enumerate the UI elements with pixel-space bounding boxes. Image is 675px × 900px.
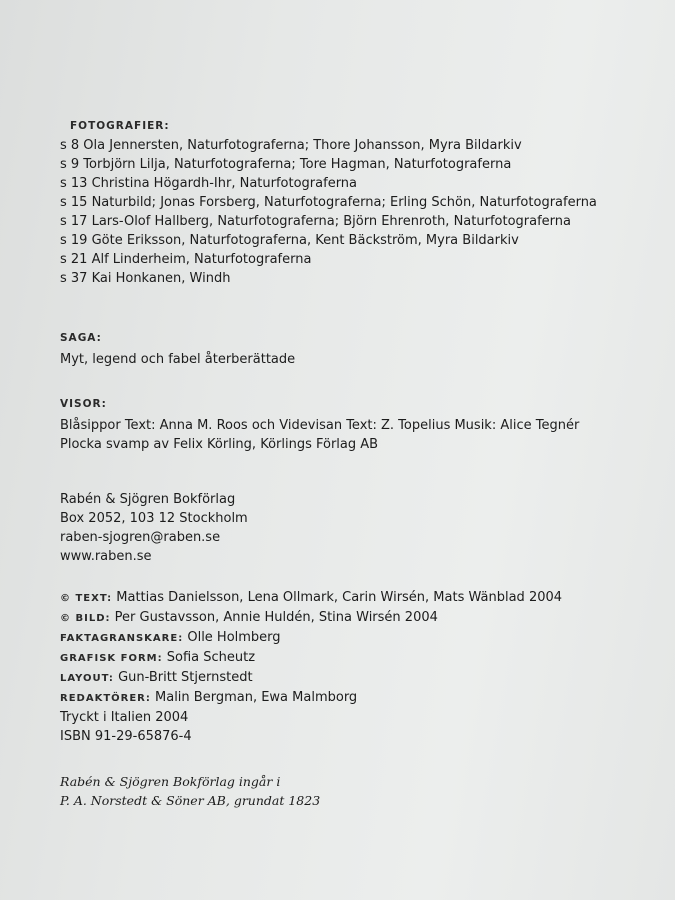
songs-line: Plocka svamp av Felix Körling, Körlings Förlag AB: [60, 437, 379, 452]
photo-credit-line: s 17 Lars-Olof Hallberg, Naturfotograferna; Björn Ehrenroth, Naturfotograferna: [60, 214, 571, 229]
photographers-section: [60, 120, 597, 288]
photo-credit-line: s 8 Ola Jennersten, Naturfotograferna; Thore Johansson, Myra Bildarkiv: [60, 138, 522, 153]
credit-label: © BILD:: [60, 613, 111, 624]
credits-section: [60, 588, 562, 746]
credit-illustrations: [60, 608, 562, 628]
photo-credit-line: s 9 Torbjörn Lilja, Naturfotograferna; Tore Hagman, Naturfotograferna: [60, 157, 512, 172]
footer-section: [60, 772, 320, 810]
photographers-label: FOTOGRAFIER:: [70, 120, 170, 132]
credit-value: ISBN 91-29-65876-4: [60, 729, 192, 744]
publisher-address: Box 2052, 103 12 Stockholm: [60, 511, 248, 526]
credit-value: Sofia Scheutz: [166, 650, 256, 665]
credit-label: FAKTAGRANSKARE:: [60, 633, 184, 644]
isbn: [60, 727, 562, 746]
publisher-email: raben-sjogren@raben.se: [60, 530, 221, 545]
credit-editors: [60, 688, 562, 708]
printed-in: [60, 708, 562, 727]
credit-fact-checker: [60, 628, 562, 648]
songs-label: VISOR:: [60, 398, 107, 410]
photo-credit-line: s 19 Göte Eriksson, Naturfotograferna, Kent Bäckström, Myra Bildarkiv: [60, 233, 519, 248]
saga-section: [60, 332, 295, 369]
credit-label: GRAFISK FORM:: [60, 653, 163, 664]
songs-section: [60, 398, 579, 454]
credit-value: Tryckt i Italien 2004: [60, 710, 189, 725]
credit-value: Malin Bergman, Ewa Malmborg: [155, 690, 358, 705]
publisher-name: Rabén & Sjögren Bokförlag: [60, 492, 236, 507]
credit-value: Mattias Danielsson, Lena Ollmark, Carin Wirsén, Mats Wänblad 2004: [116, 590, 563, 605]
credit-graphic-design: [60, 648, 562, 668]
credit-value: Per Gustavsson, Annie Huldén, Stina Wirsén 2004: [114, 610, 438, 625]
publisher-section: [60, 490, 248, 566]
footer-line: Rabén & Sjögren Bokförlag ingår i: [60, 774, 281, 789]
songs-line: Blåsippor Text: Anna M. Roos och Videvisan Text: Z. Topelius Musik: Alice Tegnér: [60, 418, 580, 433]
saga-label: SAGA:: [60, 332, 102, 344]
credit-layout: [60, 668, 562, 688]
photo-credit-line: s 15 Naturbild; Jonas Forsberg, Naturfotograferna; Erling Schön, Naturfotograferna: [60, 195, 597, 210]
credit-value: Gun-Britt Stjernstedt: [118, 670, 253, 685]
credit-label: LAYOUT:: [60, 673, 114, 684]
photo-credit-line: s 21 Alf Linderheim, Naturfotograferna: [60, 252, 312, 267]
photo-credit-line: s 37 Kai Honkanen, Windh: [60, 271, 231, 286]
saga-line: Myt, legend och fabel återberättade: [60, 352, 296, 367]
photo-credit-line: s 13 Christina Högardh-Ihr, Naturfotograferna: [60, 176, 358, 191]
credit-label: © TEXT:: [60, 593, 113, 604]
publisher-website: www.raben.se: [60, 549, 152, 564]
footer-line: P. A. Norstedt & Söner AB, grundat 1823: [60, 793, 321, 808]
credit-label: REDAKTÖRER:: [60, 693, 151, 704]
credit-value: Olle Holmberg: [187, 630, 281, 645]
credit-text: [60, 588, 562, 608]
